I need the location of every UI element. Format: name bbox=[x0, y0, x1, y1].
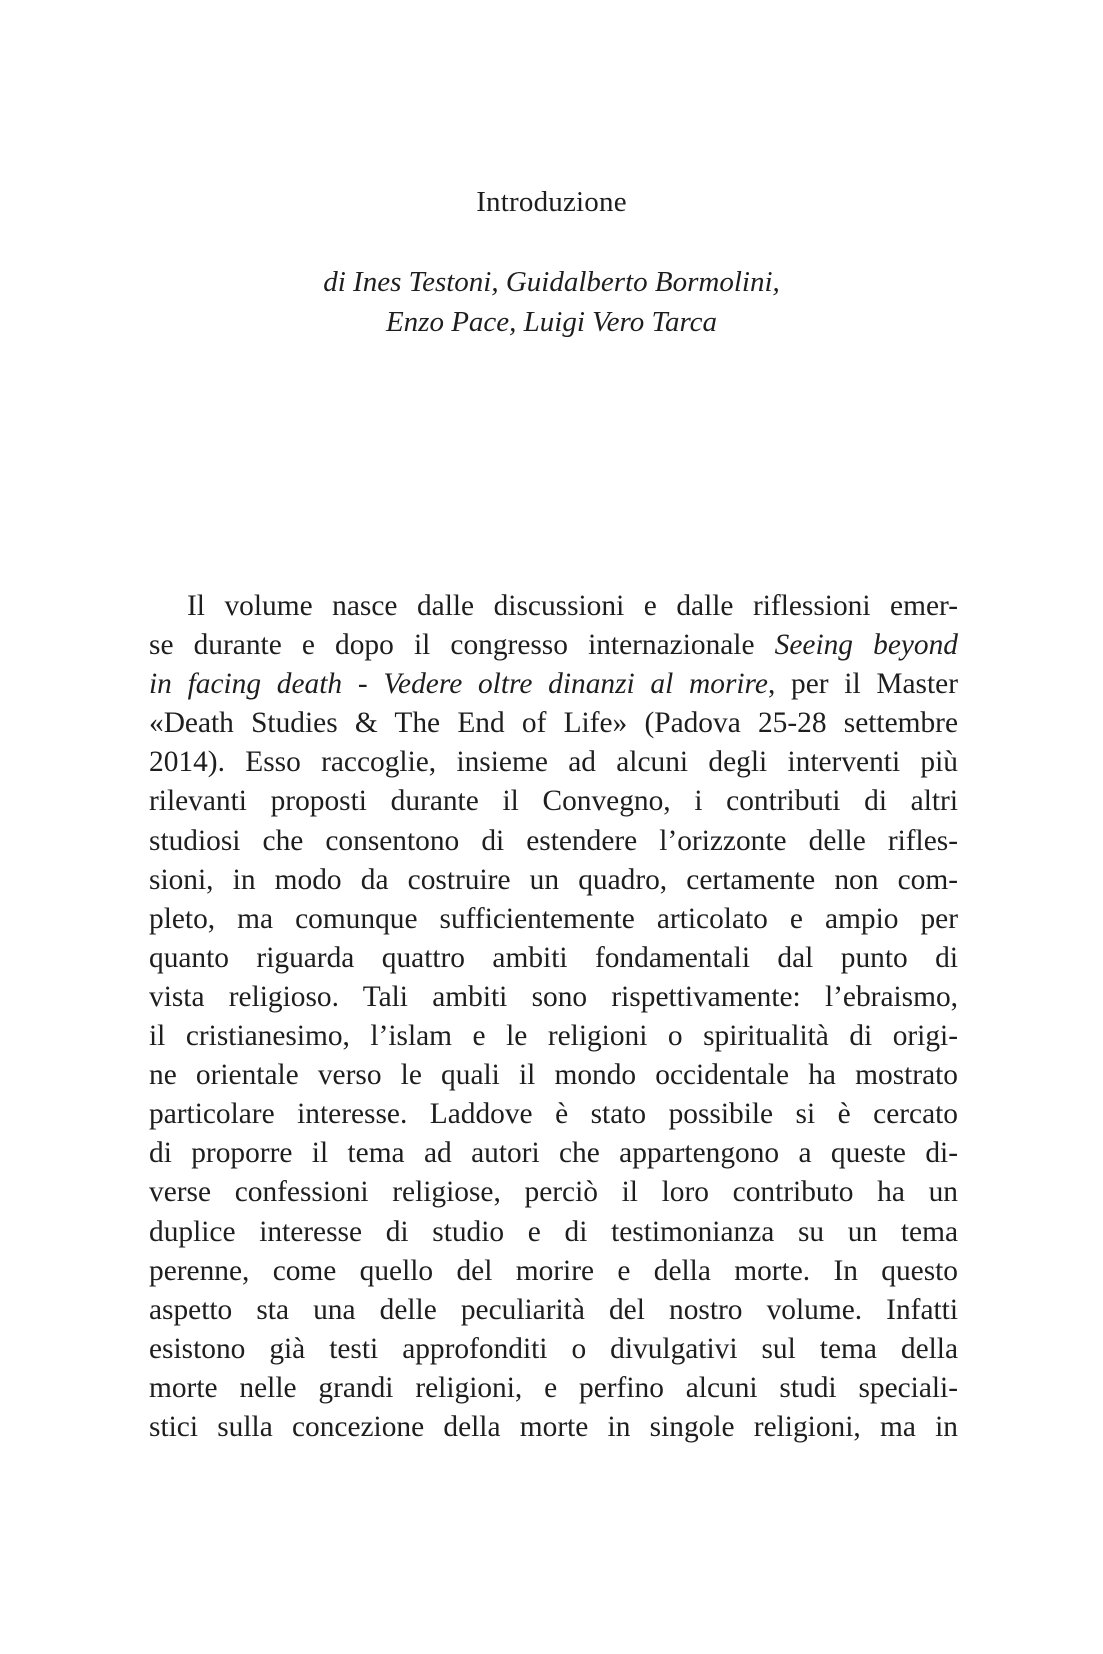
text-run: pleto, ma comunque sufficientemente articolato e ampio per bbox=[149, 902, 958, 935]
text-run: 2014). Esso raccoglie, insieme ad alcuni degli interventi più bbox=[149, 746, 958, 779]
text-run: aspetto sta una delle peculiarità del nostro volume. Infatti bbox=[149, 1293, 958, 1326]
text-line bbox=[149, 626, 958, 665]
text-line bbox=[149, 1095, 958, 1134]
text-run: se durante e dopo il congresso internazionale bbox=[149, 629, 775, 662]
text-run: Il volume nasce dalle discussioni e dalle riflessioni emer- bbox=[187, 590, 958, 622]
text-line bbox=[149, 704, 958, 743]
text-run: , per il Master bbox=[767, 668, 958, 701]
text-line bbox=[149, 1369, 958, 1408]
italic-text: in facing death - Vedere oltre dinanzi al morire bbox=[149, 668, 768, 701]
text-run: sioni, in modo da costruire un quadro, certamente non com- bbox=[149, 863, 958, 896]
text-line bbox=[149, 900, 958, 939]
text-line bbox=[149, 665, 958, 704]
text-line bbox=[149, 587, 958, 626]
chapter-title: Introduzione bbox=[476, 186, 627, 218]
text-line bbox=[149, 1213, 958, 1252]
text-line bbox=[149, 782, 958, 821]
text-run: studiosi che consentono di estendere l’orizzonte delle rifles- bbox=[149, 824, 958, 857]
text-line bbox=[149, 743, 958, 782]
text-run: di proporre il tema ad autori che appartengono a queste di- bbox=[149, 1137, 958, 1170]
text-line bbox=[149, 978, 958, 1017]
authors-line-2: Enzo Pace, Luigi Vero Tarca bbox=[385, 306, 718, 338]
text-line bbox=[149, 1173, 958, 1212]
text-run: duplice interesse di studio e di testimonianza su un tema bbox=[149, 1215, 958, 1248]
text-line bbox=[149, 822, 958, 861]
chapter-authors bbox=[0, 262, 1103, 342]
text-line bbox=[149, 861, 958, 900]
italic-text: Seeing beyond bbox=[774, 629, 958, 662]
text-line bbox=[149, 1330, 958, 1369]
text-line bbox=[149, 1017, 958, 1056]
text-run: esistono già testi approfonditi o divulgativi sul tema della bbox=[149, 1332, 958, 1365]
text-line bbox=[149, 1291, 958, 1330]
text-run: il cristianesimo, l’islam e le religioni o spiritualità di origi- bbox=[149, 1020, 958, 1053]
text-line bbox=[149, 1408, 958, 1447]
text-line bbox=[149, 1252, 958, 1291]
text-run: particolare interesse. Laddove è stato possibile si è cercato bbox=[149, 1098, 958, 1131]
text-run: rilevanti proposti durante il Convegno, i contributi di altri bbox=[149, 785, 958, 818]
text-run: verse confessioni religiose, perciò il loro contributo ha un bbox=[149, 1176, 958, 1209]
text-run: «Death Studies & The End of Life» (Padova 25-28 settembre bbox=[149, 707, 958, 740]
text-run: ne orientale verso le quali il mondo occidentale ha mostrato bbox=[149, 1059, 958, 1092]
text-line bbox=[149, 1134, 958, 1173]
authors-line-1: di Ines Testoni, Guidalberto Bormolini, bbox=[323, 266, 780, 298]
body-paragraph bbox=[149, 587, 958, 1447]
text-line bbox=[149, 939, 958, 978]
text-run: stici sulla concezione della morte in singole religioni, ma in bbox=[149, 1410, 958, 1443]
text-run: vista religioso. Tali ambiti sono rispettivamente: l’ebraismo, bbox=[149, 980, 958, 1013]
text-run: perenne, come quello del morire e della morte. In questo bbox=[149, 1254, 958, 1287]
text-run: quanto riguarda quattro ambiti fondamentali dal punto di bbox=[149, 941, 958, 974]
text-run: morte nelle grandi religioni, e perfino alcuni studi speciali- bbox=[149, 1371, 958, 1404]
text-line bbox=[149, 1056, 958, 1095]
